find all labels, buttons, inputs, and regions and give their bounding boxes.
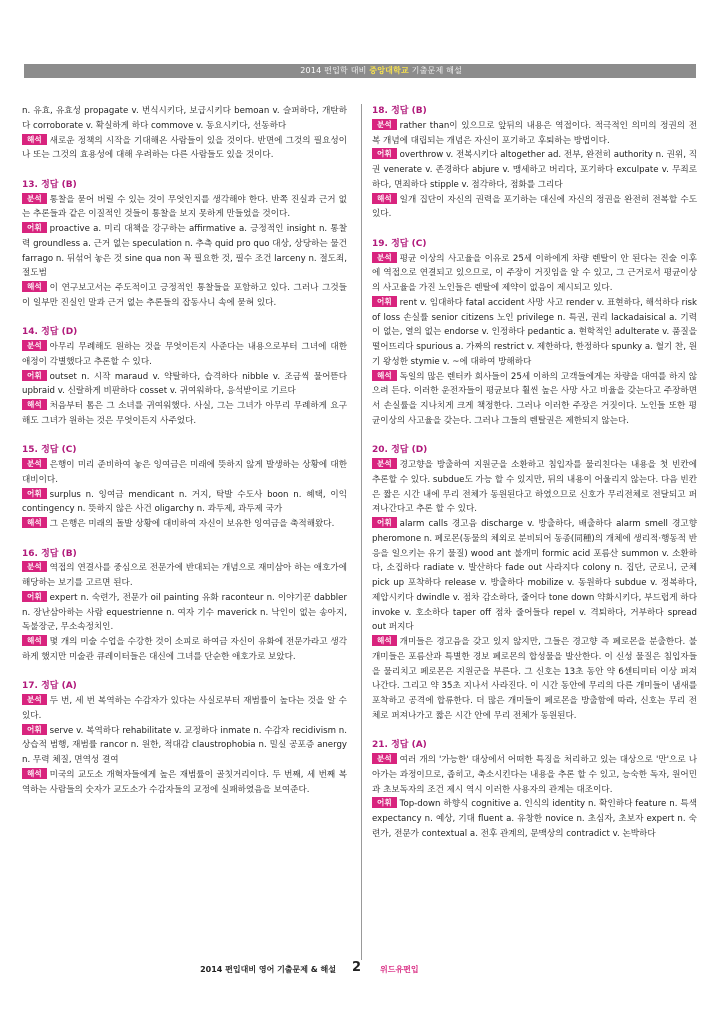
explanation-paragraph [372, 252, 697, 296]
paragraph-text: 통찰을 묻어 버릴 수 있는 것이 무엇인지를 생각해야 한다. 반쪽 진실과 근거 없는 추론들과 같은 이질적인 것들이 통찰을 보지 못하게 만들었을 것이다. [22, 194, 347, 220]
explanation-paragraph [372, 635, 697, 724]
spacer [22, 532, 347, 547]
explanation-paragraph [372, 753, 697, 797]
question-answer-heading: 14. 정답 (D) [22, 327, 78, 338]
question-answer-heading: 20. 정답 (D) [372, 445, 428, 456]
question-answer-heading: 19. 정답 (C) [372, 238, 427, 249]
explanation-paragraph [372, 458, 697, 517]
section-tag: 어휘 [22, 488, 47, 499]
section-tag: 해석 [22, 635, 47, 646]
paragraph-text: 여러 개의 '가능한' 대상에서 어떠한 특징을 처리하고 있는 대상으로 '만'으로 나아가는 과정이므로, 좁히고, 축소시킨다는 내용을 추론 할 수 있고, 능숙한 독자, 원어민과 초보독자의 조건 제시 역시 이러한 사용자의 관계는 대조이다. [372, 755, 697, 795]
paragraph-text: 몇 개의 미술 수업을 수강한 것이 소피로 하여금 자신이 유화에 전문가라고 생각하게 했지만 미술관 큐레이터들은 대신에 그녀를 단순한 애호가로 보았다. [22, 637, 347, 662]
explanation-paragraph [372, 370, 697, 429]
section-tag: 해석 [22, 134, 47, 145]
section-tag: 어휘 [22, 370, 47, 381]
explanation-paragraph [22, 340, 347, 370]
paragraph-text: Top-down 하향식 cognitive a. 인식의 identity n. 확인하다 feature n. 특색 expectancy n. 예상, 기대 fluent a. 유창한 novice n. 초심자, 초보자 expert n. 숙련가, 전문가 contextual a. 전후 관계의, 문맥상의 contradict v. 논박하다 [372, 799, 697, 839]
explanation-paragraph [22, 768, 347, 798]
section-tag: 분석 [22, 193, 47, 204]
explanation-paragraph [22, 370, 347, 400]
column-divider [361, 104, 362, 960]
explanation-paragraph [372, 797, 697, 841]
paragraph-text: alarm calls 경고음 discharge v. 방출하다, 배출하다 alarm smell 경고향 pheromone n. 페로몬(동물의 체외로 분비되어 동종(同種)의 개체에 생리적·행동적 반응을 일으키는 유기 물질) wood ant 불개미 formic acid 포름산 summon v. 소환하다, 소집하다 radiate v. 발산하다 fade out 사라지다 colony n. 집단, 군로니, 군체 pick up 포착하다 release v. 방출하다 mobilize v. 동원하다 subdue v. 정복하다, 제압시키다 dwindle v. 점차 감소하다, 줄어다 tone down 약화시키다, 부드럽게 하다 invoke v. 호소하다 taper off 점차 줄어들다 repel v. 격퇴하다, 거부하다 spread out 퍼지다 [372, 519, 698, 633]
paragraph-text: 그 은행은 미래의 돌발 상황에 대비하여 자신이 보유한 잉여금을 축적해왔다. [49, 519, 335, 529]
explanation-paragraph [372, 193, 697, 223]
explanation-paragraph [22, 399, 347, 429]
explanation-paragraph [22, 222, 347, 281]
footer-publisher: 위드유편입 [380, 965, 419, 974]
question-answer-heading: 16. 정답 (B) [22, 548, 77, 559]
explanation-paragraph [22, 561, 347, 591]
spacer [372, 429, 697, 444]
question-answer-heading: 21. 정답 (A) [372, 740, 427, 751]
paragraph-text: 처음부터 톰은 그 소녀를 귀여워했다. 사실, 그는 그녀가 아무리 무례하게 요구해도 그녀가 원하는 것은 무엇이든지 사주었다. [22, 401, 347, 426]
section-tag: 분석 [22, 340, 47, 351]
paragraph-text: overthrow v. 전복시키다 altogether ad. 전부, 완전히 authority n. 권위, 직권 venerate v. 존경하다 abjure v. 맹세하고 버리다, 포기하다 exculpate v. 무죄로 하다, 면죄하다 stipple v. 점각하다, 점화를 그리다 [372, 150, 697, 190]
explanation-paragraph [22, 134, 347, 164]
section-tag: 어휘 [22, 724, 47, 735]
header-prefix: 2014 편입학 대비 [300, 66, 370, 75]
paragraph-text: 미국의 교도소 개혁자들에게 높은 재범률이 골칫거리이다. 두 번째, 세 번째 복역하는 사람들의 숫자가 교도소가 수감자들의 교정에 실패하였음을 보여준다. [22, 769, 347, 795]
page-number: 2 [352, 960, 362, 975]
spacer [372, 222, 697, 237]
explanation-paragraph [22, 193, 347, 223]
paragraph-text: 아무리 무례해도 원하는 것을 무엇이든지 사준다는 내용으로부터 그녀에 대한 애정이 각별했다고 추론할 수 있다. [22, 342, 347, 367]
paragraph-text: rent v. 임대하다 fatal accident 사망 사고 render v. 표현하다, 해석하다 risk of loss 손실률 senior citizens 노인 privilege n. 특권, 권리 lackadaisical a. 기력이 없는, 열의 없는 endorse v. 인정하다 pedantic a. 현학적인 adulterate v. 품질을 떨어뜨리다 spurious a. 가짜의 restrict v. 제한하다, 한정하다 spunky a. 혈기 찬, 원기 왕성한 stymie v. ~에 대하여 방해하다 [372, 297, 697, 367]
explanation-paragraph [372, 148, 697, 192]
left-column [22, 104, 347, 797]
section-tag: 해석 [22, 768, 47, 779]
paragraph-text: 두 번, 세 번 복역하는 수감자가 있다는 사실로부터 재범률이 높다는 것을 알 수 있다. [22, 696, 347, 721]
section-tag: 분석 [22, 458, 47, 469]
section-tag: 해석 [22, 399, 47, 410]
explanation-paragraph [372, 296, 697, 370]
spacer [372, 724, 697, 739]
paragraph-text: 이 연구보고서는 주도적이고 긍정적인 통찰들을 포함하고 있다. 그러나 그것들이 일부만 진실인 말과 근거 없는 추론들의 잡동사니 속에 묻혀 있다. [22, 283, 347, 308]
paragraph-text: 새로운 정책의 시작을 기대해온 사람들이 있을 것이다. 반면에 그것의 필요성이나 또는 그것의 효용성에 대해 우려하는 다른 사람들도 있을 것이다. [22, 135, 347, 161]
explanation-paragraph [22, 281, 347, 311]
section-tag: 분석 [22, 561, 47, 572]
page-footer [0, 962, 720, 978]
section-tag: 분석 [372, 458, 397, 469]
right-column [372, 104, 697, 842]
paragraph-text: 역접의 연결사를 중심으로 전문가에 반대되는 개념으로 재미삼아 하는 애호가에 해당하는 보기를 고르면 된다. [22, 563, 347, 588]
spacer [22, 665, 347, 680]
paragraph-text: proactive a. 미리 대책을 강구하는 affirmative a. 긍정적인 insight n. 통찰력 groundless a. 근거 없는 speculation n. 추측 quid pro quo 대상, 상당하는 물건 farrago n. 뒤섞어 놓은 것 sine qua non 꼭 필요한 것, 필수 조건 larceny n. 절도죄, 절도범 [22, 224, 347, 279]
section-tag: 어휘 [372, 797, 397, 808]
explanation-paragraph [22, 458, 347, 488]
section-tag: 해석 [372, 635, 397, 646]
section-tag: 해석 [22, 281, 47, 292]
explanation-paragraph [22, 635, 347, 665]
paragraph-text: 경고향을 방출하여 지원군을 소환하고 침입자를 물리친다는 내용을 첫 빈칸에 추론할 수 있다. subdue도 가능 할 수 있지만, 뒤의 내용이 어울리지 않는다. 다음 빈칸은 짧은 시간 내에 무리 전체가 동원된다고 하였으므로 신호가 무리전체로 전달되고 퍼져나간다고 추론 할 수 있다. [372, 460, 697, 515]
spacer [22, 163, 347, 178]
question-answer-heading: 17. 정답 (A) [22, 681, 77, 692]
section-tag: 분석 [372, 252, 397, 263]
continued-paragraph: n. 유효, 유효성 propagate v. 번식시키다, 보급시키다 bemoan v. 슬퍼하다, 개탄하다 corroborate v. 확실하게 하다 commove v. 동요시키다, 선동하다 [22, 106, 347, 131]
question-answer-heading: 15. 정답 (C) [22, 445, 77, 456]
paragraph-text: expert n. 숙련가, 전문가 oil painting 유화 raconteur n. 이야기꾼 dabbler n. 장난삼아하는 사람 equestrienne n. 여자 기수 maverick n. 낙인이 없는 송아지, 독불장군, 무소속정치인. [22, 592, 347, 633]
paragraph-text: outset n. 시작 maraud v. 약탈하다, 습격하다 nibble v. 조금씩 물어뜯다 upbraid v. 신랄하게 비판하다 cosset v. 귀여워하다, 응석받이로 기르다 [22, 371, 347, 397]
section-tag: 분석 [372, 753, 397, 764]
explanation-paragraph [22, 694, 347, 724]
explanation-paragraph [372, 517, 697, 635]
spacer [22, 429, 347, 444]
explanation-paragraph [22, 488, 347, 518]
spacer [22, 311, 347, 326]
paragraph-text: surplus n. 잉여금 mendicant n. 거지, 탁발 수도사 boon n. 혜택, 이익 contingency n. 뜻하지 않은 사건 oligarchy n. 과두제, 과두제 국가 [22, 489, 347, 515]
explanation-paragraph [22, 724, 347, 768]
paragraph-text: serve v. 복역하다 rehabilitate v. 교정하다 inmate n. 수감자 recidivism n. 상습적 범행, 재범률 rancor n. 원한, 적대감 claustrophobia n. 밀실 공포증 anergy n. 무력 체질, 면역성 결여 [22, 725, 347, 765]
section-tag: 어휘 [372, 517, 397, 528]
section-tag: 분석 [22, 694, 47, 705]
explanation-paragraph [372, 119, 697, 149]
section-tag: 어휘 [372, 148, 397, 159]
explanation-paragraph [22, 591, 347, 635]
section-tag: 어휘 [22, 222, 47, 233]
question-answer-heading: 13. 정답 (B) [22, 179, 77, 190]
section-tag: 어휘 [22, 591, 47, 602]
section-tag: 해석 [372, 370, 397, 381]
paragraph-text: 개미들은 경고음을 갖고 있지 않지만, 그들은 경고향 즉 페로몬을 분출한다. 불개미들은 포름산과 특별한 경보 페로몬의 합성물을 발산한다. 이 신성 물질은 침입자들을 물리치고 페로몬은 지원군을 부른다. 그 신호는 13초 동안 약 6센티미터 이상 퍼져나간다. 그리고 약 35초 지나서 사라진다. 이 시간 동안에 무리의 다른 개미들이 냄새를 포착하고 공격에 합류한다. 더 많은 개미들이 페로몬을 방출함에 따라, 신호는 무리 전체로 퍼져나가고 짧은 시간 안에 무리 전체가 동원된다. [372, 637, 697, 721]
explanation-paragraph [22, 517, 347, 532]
section-tag: 해석 [372, 193, 397, 204]
header-bar [24, 64, 696, 78]
header-suffix: 기출문제 해설 [408, 66, 462, 75]
section-tag: 해석 [22, 517, 47, 528]
section-tag: 분석 [372, 119, 397, 130]
paragraph-text: 평균 이상의 사고율을 이유로 25세 이하에게 차량 렌탈이 안 된다는 진술 이후에 역접으로 연결되고 있으므로, 이 주장이 거짓임을 알 수 있고, 그 근거로서 평균이상의 사고율을 가진 노인들은 렌탈에 제약이 없음이 제시되고 있다. [372, 253, 697, 293]
question-answer-heading: 18. 정답 (B) [372, 106, 427, 116]
paragraph-text: rather than이 있으므로 앞뒤의 내용은 역접이다. 적극적인 의미의 정권의 전복 개념에 대립되는 개념은 자신이 포기하고 후퇴하는 방법이다. [372, 120, 697, 146]
footer-title: 2014 편입대비 영어 기출문제 & 해설 [200, 965, 336, 974]
paragraph-text: 은행이 미리 준비하여 놓은 잉여금은 미래에 뜻하지 않게 발생하는 상황에 대한 대비이다. [22, 460, 347, 485]
section-tag: 어휘 [372, 296, 397, 307]
paragraph-text: 일개 집단이 자신의 권력을 포기하는 대신에 자신의 정권을 완전히 전복할 수도 있다. [372, 194, 697, 220]
header-school: 중앙대학교 [369, 66, 409, 75]
paragraph-text: 독일의 많은 렌터카 회사들이 25세 이하의 고객들에게는 차량을 대여를 하지 않으려 든다. 이러한 운전자들이 평균보다 훨씬 높은 사망 사고 비율을 갖는다고 주장하면서 손실률을 지나치게 크게 책정한다. 그러나 이러한 주장은 거짓이다. 노인들 또한 평균이상의 사고율을 갖는다. 그러나 그들의 렌탈권은 제한되지 않는다. [372, 371, 697, 426]
